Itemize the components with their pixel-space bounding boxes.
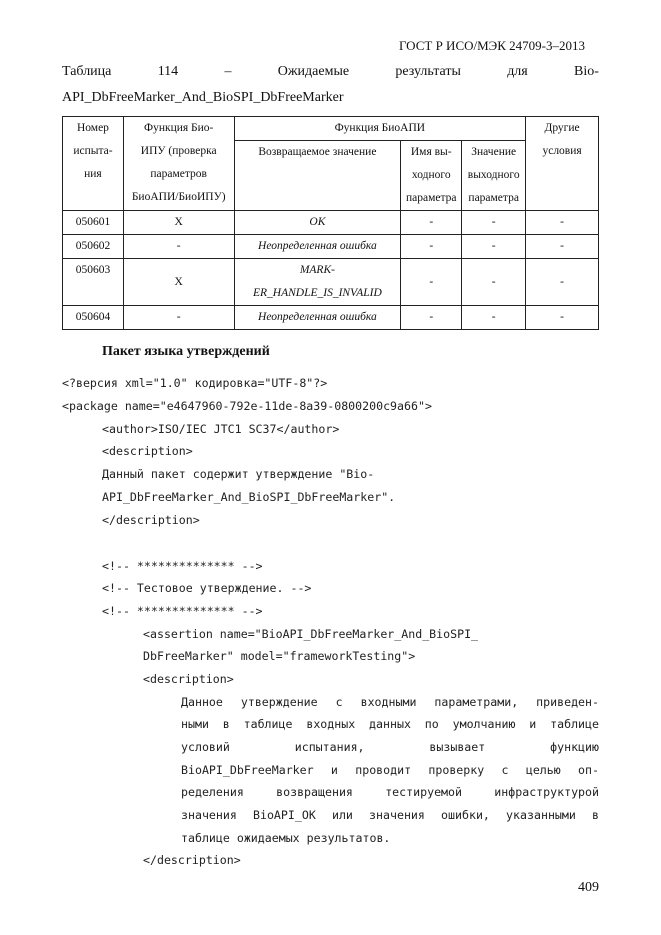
caption-word: Ожидаемые bbox=[277, 64, 350, 79]
cell-out-value: - bbox=[462, 235, 526, 259]
description-line: BioAPI_DbFreeMarker и проводит проверку с целью оп- bbox=[181, 763, 599, 777]
code-line: <package name="e4647960-792e-11de-8a39-0800200c9a66"> bbox=[62, 399, 432, 413]
cell-other: - bbox=[526, 306, 599, 330]
section-title: Пакет языка утверждений bbox=[102, 344, 270, 359]
cell-out-value: - bbox=[462, 259, 526, 306]
caption-word: 114 bbox=[157, 64, 179, 79]
code-line: Данный пакет содержит утверждение "Bio- bbox=[102, 467, 375, 481]
code-line: </description> bbox=[143, 853, 241, 867]
cell-ipu: X bbox=[123, 211, 234, 235]
description-line: ными в таблице входных данных по умолчанию и таблице bbox=[181, 717, 599, 731]
code-line: <description> bbox=[143, 672, 234, 686]
header-test-number: Номер испыта- ния bbox=[63, 117, 124, 211]
table-row bbox=[63, 211, 599, 235]
description-line: условий испытания, вызывает функцию bbox=[181, 740, 599, 754]
code-line: <?версия xml="1.0" кодировка="UTF-8"?> bbox=[62, 376, 328, 390]
table-row bbox=[63, 235, 599, 259]
cell-ipu: - bbox=[123, 306, 234, 330]
caption-word: Bio- bbox=[574, 64, 599, 79]
cell-number: 050603 bbox=[63, 259, 124, 306]
cell-return: OK bbox=[234, 211, 401, 235]
description-line: ределения возвращения тестируемой инфраструктурой bbox=[181, 785, 599, 799]
table-row bbox=[63, 259, 599, 306]
cell-other: - bbox=[526, 259, 599, 306]
header-bioapi-function: Функция БиоАПИ bbox=[234, 117, 526, 141]
code-line: API_DbFreeMarker_And_BioSPI_DbFreeMarker". bbox=[102, 490, 396, 504]
cell-other: - bbox=[526, 235, 599, 259]
cell-out-name: - bbox=[401, 306, 462, 330]
table-row bbox=[63, 306, 599, 330]
code-comment: <!-- ************** --> bbox=[102, 604, 263, 618]
cell-out-name: - bbox=[401, 259, 462, 306]
table-caption-line1 bbox=[62, 64, 599, 80]
header-return-value: Возвращаемое значение bbox=[234, 141, 401, 211]
cell-other: - bbox=[526, 211, 599, 235]
code-line: <description> bbox=[102, 444, 193, 458]
cell-number: 050604 bbox=[63, 306, 124, 330]
cell-number: 050601 bbox=[63, 211, 124, 235]
code-line: <assertion name="BioAPI_DbFreeMarker_And_BioSPI_ bbox=[143, 627, 479, 641]
code-line: </description> bbox=[102, 513, 200, 527]
description-line: таблице ожидаемых результатов. bbox=[181, 831, 391, 845]
cell-out-name: - bbox=[401, 211, 462, 235]
expected-results-table bbox=[62, 116, 599, 330]
code-comment: <!-- Тестовое утверждение. --> bbox=[102, 581, 312, 595]
description-line: Данное утверждение с входными параметрами, приведен- bbox=[181, 695, 599, 709]
cell-out-value: - bbox=[462, 211, 526, 235]
cell-out-value: - bbox=[462, 306, 526, 330]
document-header: ГОСТ Р ИСО/МЭК 24709-3–2013 bbox=[398, 38, 585, 53]
cell-return: Неопределенная ошибка bbox=[234, 306, 401, 330]
header-output-value: Значение выходного параметра bbox=[462, 141, 526, 211]
code-line: DbFreeMarker" model="frameworkTesting"> bbox=[143, 649, 416, 663]
cell-return: MARK- ER_HANDLE_IS_INVALID bbox=[234, 259, 401, 306]
cell-number: 050602 bbox=[63, 235, 124, 259]
cell-return: Неопределенная ошибка bbox=[234, 235, 401, 259]
caption-word: для bbox=[507, 64, 528, 79]
header-other-conditions: Другие условия bbox=[526, 117, 599, 211]
cell-out-name: - bbox=[401, 235, 462, 259]
caption-word: – bbox=[224, 64, 232, 79]
description-line: значения BioAPI_OK или значения ошибки, указанными в bbox=[181, 808, 599, 822]
header-bioipu-function: Функция Био- ИПУ (проверка параметров БиоАПИ/БиоИПУ) bbox=[123, 117, 234, 211]
code-line: <author>ISO/IEC JTC1 SC37</author> bbox=[102, 422, 340, 436]
cell-ipu: - bbox=[123, 235, 234, 259]
code-comment: <!-- ************** --> bbox=[102, 559, 263, 573]
table-caption-line2: API_DbFreeMarker_And_BioSPI_DbFreeMarker bbox=[62, 90, 344, 105]
header-output-name: Имя вы- ходного параметра bbox=[401, 141, 462, 211]
page-number: 409 bbox=[578, 880, 599, 895]
cell-ipu: X bbox=[123, 259, 234, 306]
caption-word: результаты bbox=[395, 64, 461, 79]
caption-word: Таблица bbox=[62, 64, 112, 79]
